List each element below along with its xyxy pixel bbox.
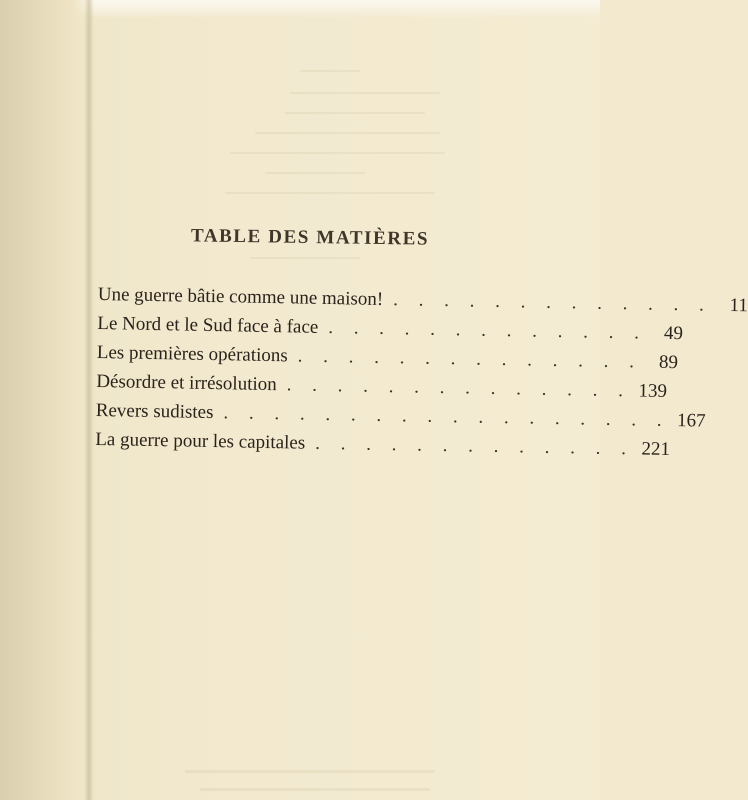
previous-page-edge	[0, 0, 92, 800]
toc-leader-dots: . . . . . . . . . . . . .	[393, 289, 713, 316]
show-through-mark	[265, 172, 365, 174]
toc-leader-dots: . . . . . . . . . . . . . . . . . .	[223, 402, 670, 431]
show-through-mark	[225, 192, 435, 194]
show-through-mark	[290, 92, 440, 94]
show-through-mark	[230, 152, 445, 154]
toc-leader-dots: . . . . . . . . . . . . . .	[297, 345, 643, 373]
show-through-mark	[200, 788, 430, 791]
toc-entry-title: Le Nord et le Sud face à face	[97, 312, 319, 338]
toc-leader-dots: . . . . . . . . . . . . .	[315, 432, 635, 460]
toc-leader-dots: . . . . . . . . . . . . . .	[286, 374, 632, 402]
toc-entry-title: Désordre et irrésolution	[96, 370, 277, 396]
page-gutter	[84, 0, 94, 800]
toc-entry-title: La guerre pour les capitales	[95, 428, 306, 454]
show-through-mark	[285, 112, 425, 114]
toc-page-number: 139	[638, 380, 668, 402]
toc-entry-title: Une guerre bâtie comme une maison!	[97, 284, 384, 310]
show-through-mark	[185, 770, 435, 773]
toc-leader-dots: . . . . . . . . . . . . .	[328, 317, 648, 344]
table-of-contents	[95, 284, 748, 466]
toc-entry-title: Les premières opérations	[96, 341, 288, 367]
page-title: TABLE DES MATIÈRES	[190, 225, 430, 250]
toc-page-number: 49	[663, 322, 684, 345]
toc-page-number: 167	[676, 410, 706, 432]
toc-entry-title: Revers sudistes	[95, 399, 214, 424]
toc-page-number: 221	[641, 438, 671, 461]
toc-page-number: 11	[729, 295, 748, 317]
show-through-mark	[250, 257, 360, 259]
show-through-mark	[300, 70, 360, 72]
show-through-mark	[255, 132, 440, 134]
toc-page-number: 89	[658, 351, 679, 374]
